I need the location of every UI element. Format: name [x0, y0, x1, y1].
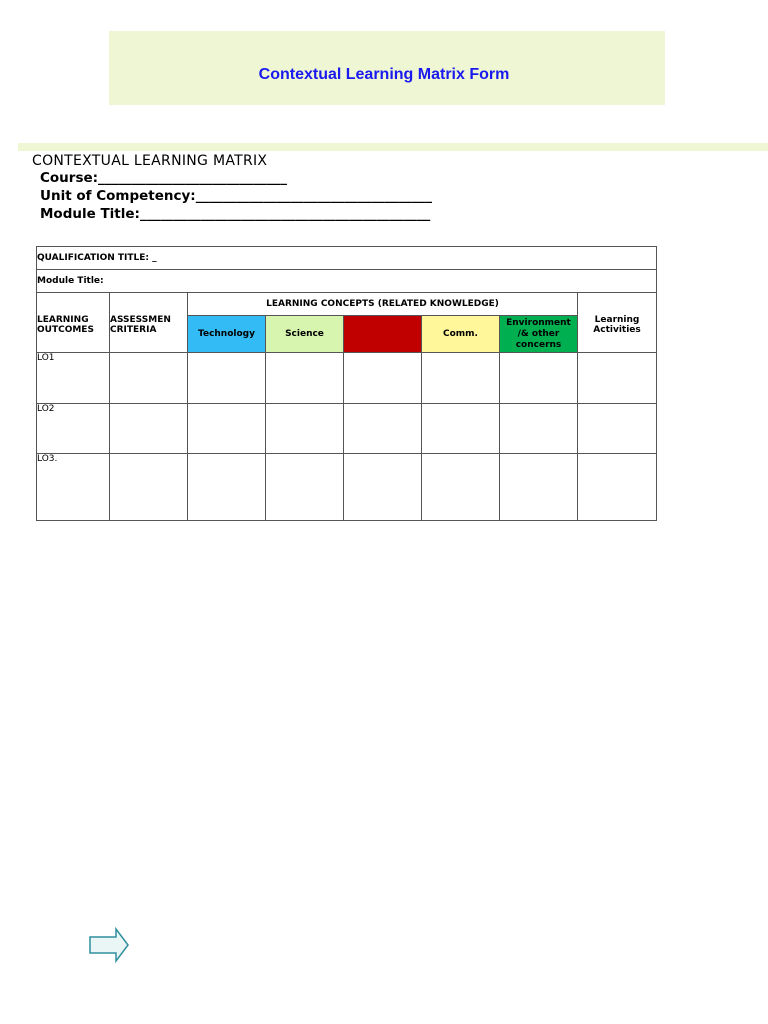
matrix-cell — [578, 454, 657, 521]
matrix-cell — [578, 404, 657, 454]
learning-concepts-header: LEARNING CONCEPTS (RELATED KNOWLEDGE) — [188, 293, 578, 316]
matrix-cell — [110, 353, 188, 404]
matrix-cell — [344, 404, 422, 454]
learning-outcomes-header: LEARNING OUTCOMES — [37, 293, 110, 353]
matrix-cell — [266, 404, 344, 454]
matrix-cell — [110, 454, 188, 521]
matrix-cell — [422, 404, 500, 454]
learning-activities-header: Learning Activities — [578, 293, 657, 353]
matrix-cell — [110, 404, 188, 454]
matrix-cell — [344, 454, 422, 521]
concept-environment: Environment /& other concerns — [500, 316, 578, 353]
matrix-cell — [266, 353, 344, 404]
concept-science: Science — [266, 316, 344, 353]
concept-math: Math — [344, 316, 422, 353]
course-line: Course:____________________________ — [40, 170, 288, 186]
matrix-cell — [422, 454, 500, 521]
concept-comm: Comm. — [422, 316, 500, 353]
unit-of-competency-line: Unit of Competency:___________________________________ — [40, 188, 432, 204]
module-title-row: Module Title: — [37, 270, 657, 293]
learning-matrix-table — [36, 246, 657, 521]
matrix-cell — [422, 353, 500, 404]
outcome-cell: LO1 — [37, 353, 110, 404]
concept-technology: Technology — [188, 316, 266, 353]
matrix-cell — [500, 404, 578, 454]
assessment-criteria-header: ASSESSMEN CRITERIA — [110, 293, 188, 353]
matrix-heading: CONTEXTUAL LEARNING MATRIX — [32, 153, 268, 169]
right-arrow-icon[interactable] — [89, 927, 131, 963]
matrix-cell — [188, 404, 266, 454]
module-title-line: Module Title:___________________________________________ — [40, 206, 431, 222]
matrix-cell — [500, 353, 578, 404]
qualification-title-row: QUALIFICATION TITLE: _ — [37, 247, 657, 270]
divider-strip — [18, 143, 768, 151]
matrix-cell — [500, 454, 578, 521]
matrix-cell — [344, 353, 422, 404]
outcome-cell: LO3. — [37, 454, 110, 521]
outcome-cell: LO2 — [37, 404, 110, 454]
matrix-cell — [188, 353, 266, 404]
matrix-cell — [578, 353, 657, 404]
form-title: Contextual Learning Matrix Form — [258, 66, 510, 83]
matrix-cell — [266, 454, 344, 521]
matrix-cell — [188, 454, 266, 521]
